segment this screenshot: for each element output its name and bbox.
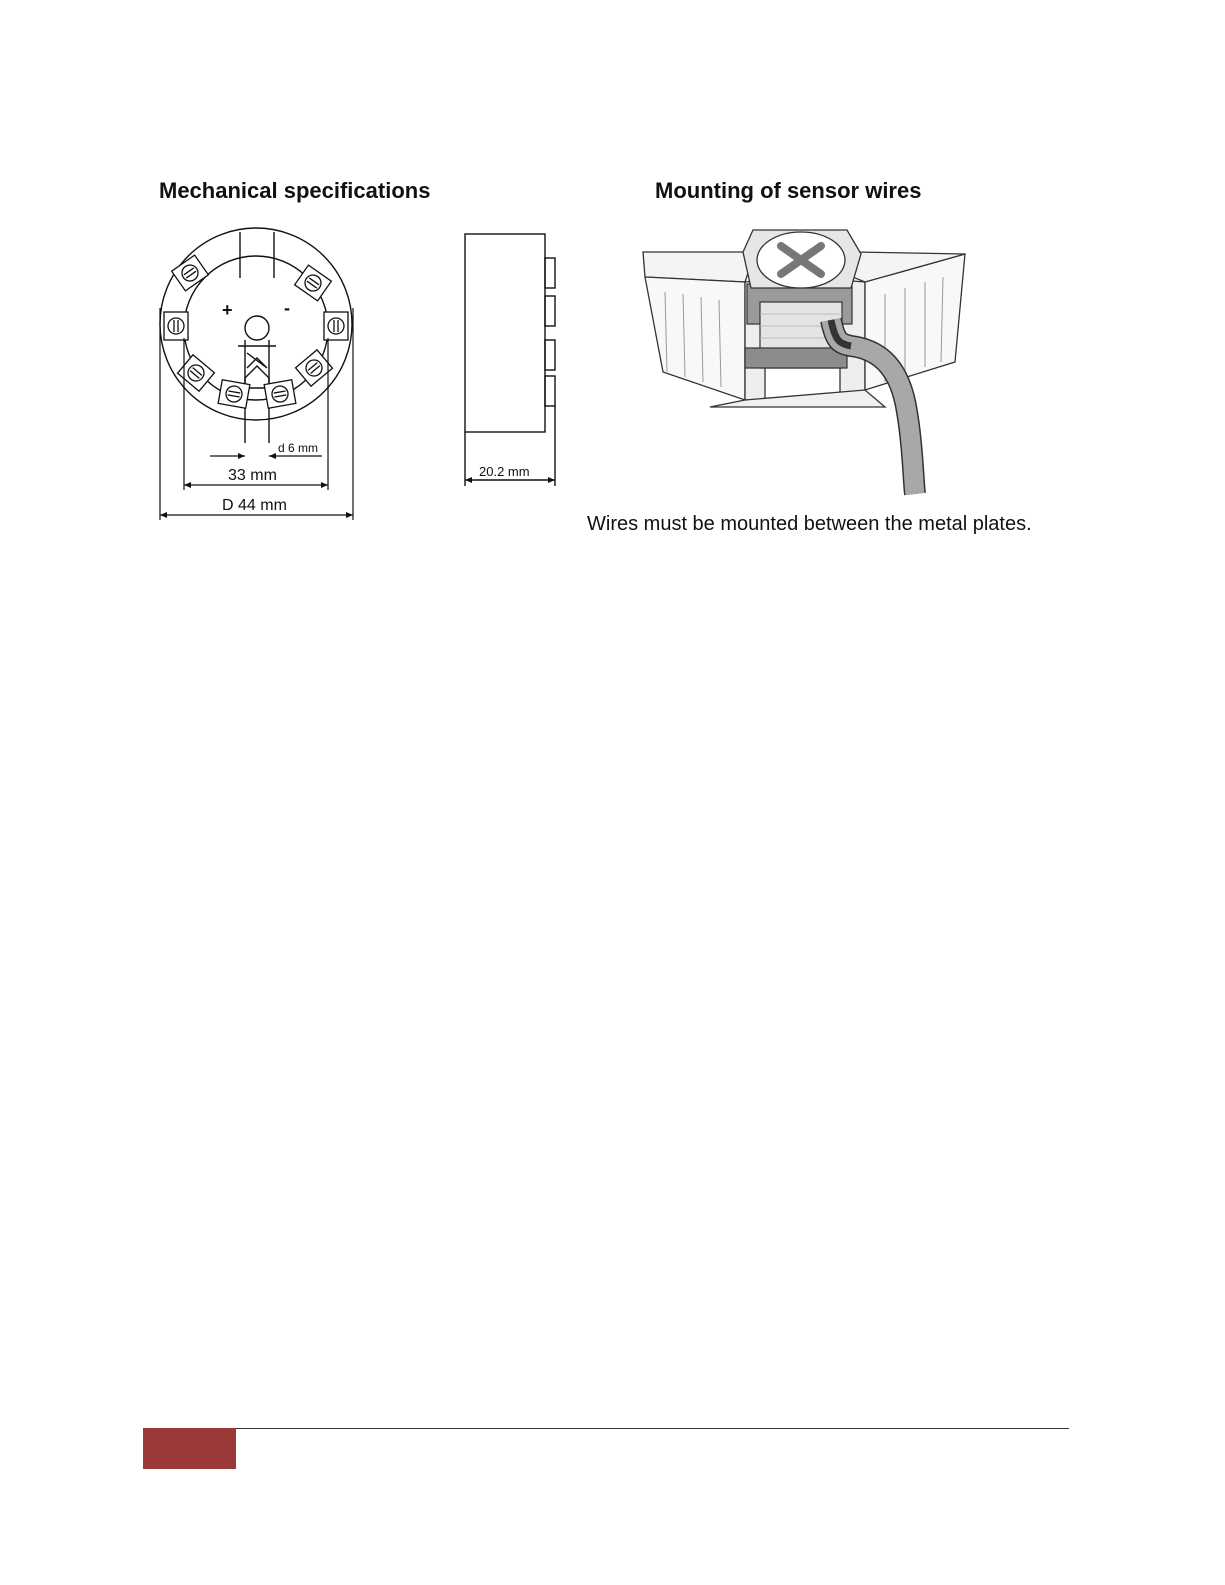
- plus-label: +: [222, 300, 233, 320]
- terminal-icon: [218, 380, 250, 408]
- inner-diameter-label: 33 mm: [228, 467, 277, 484]
- mechanical-specifications-heading: Mechanical specifications: [159, 178, 431, 203]
- footer-rule: [143, 1428, 1069, 1429]
- terminal-icon: [324, 312, 348, 340]
- hole-diameter-label: d 6 mm: [278, 441, 319, 455]
- terminal-icon: [296, 350, 333, 386]
- height-dimension-label: 20.2 mm: [479, 464, 530, 479]
- mounting-caption: Wires must be mounted between the metal plates.: [587, 513, 1032, 535]
- terminal-icon: [164, 312, 188, 340]
- terminal-icon: [264, 380, 296, 408]
- footer-accent-block: [143, 1428, 236, 1469]
- sensor-wire-mounting-illustration: [635, 222, 985, 507]
- side-view-drawing: [455, 228, 575, 498]
- minus-label: -: [284, 298, 290, 318]
- front-view-drawing: [150, 228, 370, 528]
- mounting-sensor-wires-heading: Mounting of sensor wires: [655, 178, 922, 203]
- terminal-icon: [172, 255, 209, 291]
- outer-diameter-label: D 44 mm: [222, 497, 287, 514]
